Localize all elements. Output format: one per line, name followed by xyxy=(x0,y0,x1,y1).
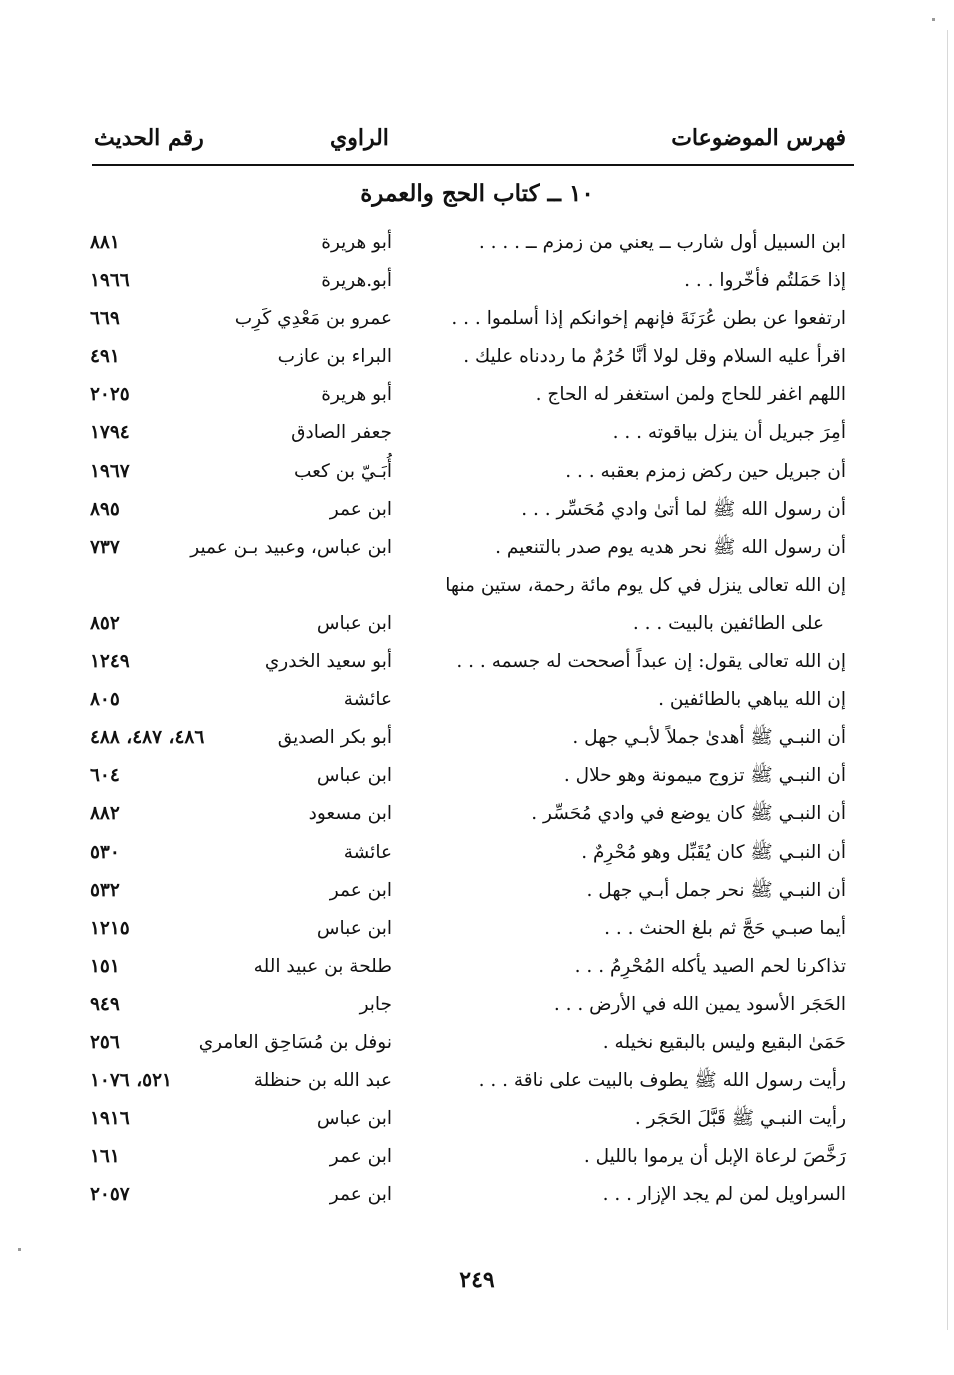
row-hadith-number: ١٢١٥ xyxy=(90,917,130,939)
table-row xyxy=(0,300,954,338)
row-topic: إذا حَمَلتُم فأخّروا . . . xyxy=(684,270,846,292)
table-row xyxy=(0,1138,954,1176)
row-hadith-number: ٨٥٢ xyxy=(90,612,120,634)
table-row xyxy=(0,605,954,643)
scan-edge-line xyxy=(947,30,948,1330)
table-row xyxy=(0,1100,954,1138)
table-row xyxy=(0,414,954,452)
row-topic: تذاكرنا لحم الصيد يأكله المُحْرِمُ . . . xyxy=(574,955,846,977)
table-row xyxy=(0,529,954,567)
row-narrator: عمرو بن مَعْدِي كَرِب xyxy=(234,308,392,330)
row-hadith-number: ٨٨١ xyxy=(90,232,120,253)
row-topic: أن النبـي ﷺ كان يُقَبِّل وهو مُحْرِمٌ . xyxy=(581,841,846,863)
row-topic: أن النبـي ﷺ تزوج ميمونة وهو حلال . xyxy=(563,765,846,787)
scan-speck xyxy=(18,1248,21,1251)
header-rule xyxy=(92,164,854,166)
row-topic: أمِرَ جبريل أن ينزل بياقوته . . . xyxy=(612,422,846,444)
table-row xyxy=(0,643,954,681)
table-row xyxy=(0,910,954,948)
table-row xyxy=(0,262,954,300)
row-narrator: ابن عمر xyxy=(329,879,392,901)
index-table xyxy=(0,224,954,1214)
table-row xyxy=(0,453,954,491)
row-topic: ارتفعوا عن بطن عُرَنَةَ فإنهم إخوانكم إذا أسلموا . . . xyxy=(451,308,846,330)
table-row xyxy=(0,795,954,833)
table-row xyxy=(0,986,954,1024)
row-narrator: ابن عمر xyxy=(329,1146,392,1168)
row-topic: أيما صبـي حَجَّ ثم بلغ الحنث . . . xyxy=(604,917,846,939)
row-hadith-number: ٨٩٥ xyxy=(90,498,120,520)
page-number: ٢٤٩ xyxy=(459,1267,495,1293)
row-narrator: ابن عباس xyxy=(316,612,392,634)
row-topic: السراويل لمن لم يجد الإزار . . . xyxy=(602,1184,846,1206)
row-narrator: عائشة xyxy=(343,841,392,863)
table-row xyxy=(0,948,954,986)
row-narrator: ابن عباس xyxy=(316,765,392,787)
row-narrator: عبد الله بن حنظلة xyxy=(253,1070,392,1092)
row-topic: أن رسول الله ﷺ نحر هديه يوم صدر بالتنعيم . xyxy=(495,536,846,558)
table-row xyxy=(0,338,954,376)
row-narrator: أبو هريرة xyxy=(321,384,392,406)
row-topic: إن الله تعالى ينزل في كل يوم مائة رحمة، ستين منها xyxy=(445,574,846,596)
table-row xyxy=(0,872,954,910)
row-hadith-number: ١٩١٦ xyxy=(90,1108,130,1130)
row-narrator: ابن مسعود xyxy=(308,803,392,825)
row-hadith-number: ١٢٤٩ xyxy=(90,651,130,673)
table-row xyxy=(0,719,954,757)
row-topic: رأيت النبـي ﷺ قَبَّلَ الحَجَر . xyxy=(634,1108,846,1130)
table-row xyxy=(0,224,954,262)
row-topic: على الطائفين بالبيت . . . xyxy=(632,612,824,634)
row-topic: اللهم اغفر للحاج ولمن استغفر له الحاج . xyxy=(535,384,846,406)
row-narrator: أبو سعيد الخدري xyxy=(264,651,392,673)
row-narrator: جابر xyxy=(359,993,392,1015)
row-narrator: ابن عباس xyxy=(316,1108,392,1130)
table-row xyxy=(0,1062,954,1100)
row-topic: أن جبريل حين ركض زمزم بعقبه . . . xyxy=(565,460,846,482)
row-hadith-number: ٢٥٦ xyxy=(90,1031,120,1053)
row-hadith-number: ٨٨٢ xyxy=(90,803,120,825)
row-topic: أن النبـي ﷺ كان يوضع في وادي مُحَسِّر . xyxy=(531,803,846,825)
table-row xyxy=(0,491,954,529)
row-narrator: جعفر الصادق xyxy=(291,422,392,444)
header-hadith-number-label: رقم الحديث xyxy=(94,125,204,151)
row-narrator: أُبَـيّ بن كعب xyxy=(293,460,392,482)
row-topic: ابن السبيل أول شارب ــ يعني من زمزم ــ . . . . xyxy=(478,232,846,253)
row-topic: أن النبـي ﷺ أهدىٰ جملاً لأبـي جهل . xyxy=(572,727,846,749)
table-row xyxy=(0,567,954,605)
table-row xyxy=(0,1176,954,1214)
row-hadith-number: ٦٠٤ xyxy=(90,765,120,787)
row-narrator: البراء بن عازب xyxy=(277,346,392,368)
table-row xyxy=(0,376,954,414)
row-hadith-number: ٨٠٥ xyxy=(90,689,120,711)
row-narrator: أبو.هريرة xyxy=(321,270,392,292)
table-row xyxy=(0,757,954,795)
row-narrator: أبو بكر الصديق xyxy=(277,727,392,749)
row-hadith-number: ٥٣٠ xyxy=(90,841,120,863)
row-hadith-number: ٥٣٢ xyxy=(90,879,120,901)
table-row xyxy=(0,1024,954,1062)
table-row xyxy=(0,681,954,719)
row-topic: إن الله يباهي بالطائفين . xyxy=(658,689,846,711)
row-hadith-number: ٦٦٩ xyxy=(90,308,120,330)
row-topic: اقرأ عليه السلام وقل لولا أنَّا حُرُمٌ ما رددناه عليك . xyxy=(463,346,846,368)
row-topic: الحَجَر الأسود يمين الله في الأرض . . . xyxy=(553,993,846,1015)
row-narrator: نوفل بن مُسَاحِق العامري xyxy=(198,1031,392,1053)
chapter-title: ١٠ ــ كتاب الحج والعمرة xyxy=(360,180,594,207)
row-narrator: ابن عمر xyxy=(329,498,392,520)
table-row xyxy=(0,834,954,872)
row-narrator: أبو هريرة xyxy=(321,232,392,253)
row-topic: إن الله تعالى يقول: إن عبداً أصححت له جسمه . . . xyxy=(456,651,846,673)
row-hadith-number: ١٥١ xyxy=(90,955,120,977)
row-topic: رَخَّصَ لرعاة الإبل أن يرموا بالليل . xyxy=(583,1146,846,1168)
row-hadith-number: ٥٢١، ١٠٧٦ xyxy=(90,1070,172,1092)
row-hadith-number: ٤٨٦، ٤٨٧، ٤٨٨ xyxy=(90,727,205,749)
row-hadith-number: ٢٠٥٧ xyxy=(90,1184,130,1206)
row-hadith-number: ١٧٩٤ xyxy=(90,422,130,444)
row-topic: رأيت رسول الله ﷺ يطوف بالبيت على ناقة . . . xyxy=(478,1070,846,1092)
row-topic: حَمَىٰ البقيع وليس بالبقيع نخيله . xyxy=(602,1031,846,1053)
scan-speck xyxy=(932,18,935,21)
row-hadith-number: ٤٩١ xyxy=(90,346,120,368)
row-topic: أن النبـي ﷺ نحر جمل أبـي جهل . xyxy=(586,879,846,901)
row-narrator: عائشة xyxy=(343,689,392,711)
row-hadith-number: ١٩٦٧ xyxy=(90,460,130,482)
row-hadith-number: ٩٤٩ xyxy=(90,993,120,1015)
row-hadith-number: ٢٠٢٥ xyxy=(90,384,130,406)
row-hadith-number: ١٦١ xyxy=(90,1146,120,1168)
row-hadith-number: ٧٣٧ xyxy=(90,536,120,558)
header-narrator-label: الراوي xyxy=(330,125,389,151)
row-narrator: ابن عمر xyxy=(329,1184,392,1206)
row-narrator: ابن عباس، وعبيد بـن عمير xyxy=(190,536,392,558)
row-hadith-number: ١٩٦٦ xyxy=(90,270,130,292)
row-narrator: ابن عباس xyxy=(316,917,392,939)
row-narrator: طلحة بن عبيد الله xyxy=(253,955,392,977)
row-topic: أن رسول الله ﷺ لما أتىٰ وادي مُحَسِّر . . . xyxy=(521,498,846,520)
header-topics-label: فهرس الموضوعات xyxy=(671,125,846,151)
